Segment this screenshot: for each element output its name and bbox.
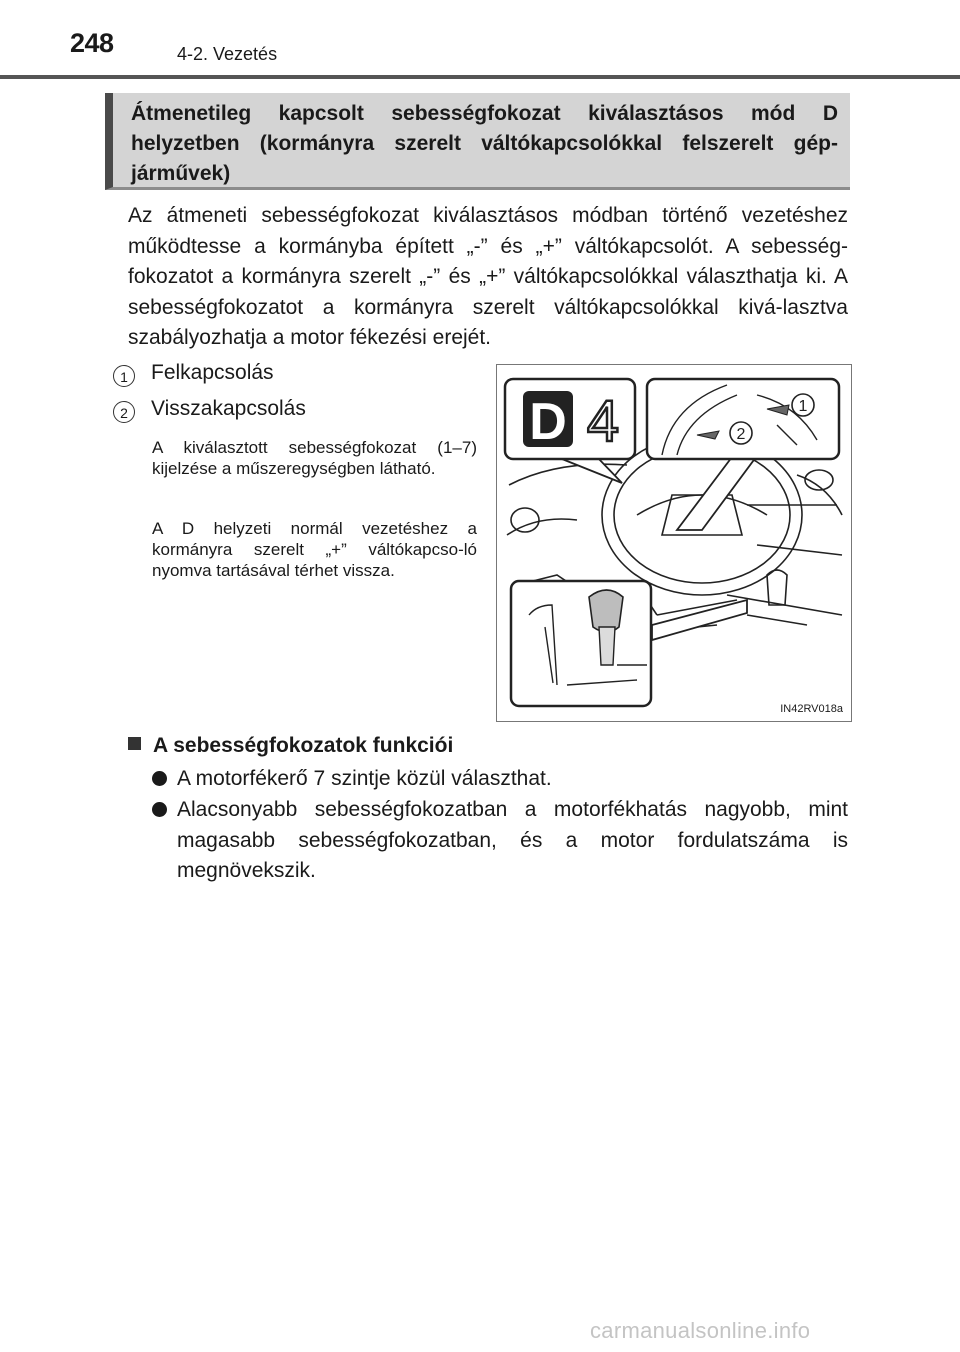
list-item-text: A motorfékerő 7 szintje közül választhat. [177,767,552,790]
step-downshift [113,397,306,424]
watermark: carmanualsonline.info [590,1318,811,1343]
list-item [152,795,848,887]
square-bullet-icon [128,737,141,750]
section-title: Átmenetileg kapcsolt sebességfokozat kiválasztásos mód D helyzetben (kormányra szerelt váltókapcsolókkal felszerelt gép-járművek) [131,102,838,185]
intro-paragraph: Az átmeneti sebességfokozat kiválasztásos módban történő vezetéshez működtesse a kormányba épített „-” és „+” váltókapcsolót. A sebesség-fokozatot a kormányra szerelt „-” és „+” váltókapcsolókkal választhatja ki. A sebességfokozatot a kormányra szerelt váltókapcsolókkal kivá-lasztva szabályozhatja a motor fékezési erejét. [128,204,848,349]
bullet-dot-icon [152,802,167,817]
page-number: 248 [70,28,114,58]
section-title-box [105,93,850,190]
step-number-1: 1 [113,365,135,387]
list-item-text: Alacsonyabb sebességfokozatban a motorfékhatás nagyobb, mint magasabb sebességfokozatban, és a motor fordulatszáma is megnövekszik. [177,798,848,882]
note-gear-display: A kiválasztott sebességfokozat (1–7) kijelzése a műszeregységben látható. [152,438,477,478]
step-label-upshift: Felkapcsolás [151,361,274,384]
step-upshift [113,361,274,388]
step-label-downshift: Visszakapcsolás [151,397,306,420]
figure-code: IN42RV018a [780,703,843,715]
note-return-to-d: A D helyzeti normál vezetéshez a kormányra szerelt „+” váltókapcso-ló nyomva tartásával térhet vissza. [152,519,477,580]
list-item [152,764,848,795]
header-divider [0,75,960,79]
display-gear-number: 4 [586,389,620,454]
subsection-heading-text: A sebességfokozatok funkciói [153,734,454,757]
illustration-drawing [497,365,850,720]
display-gear-letter: D [529,393,567,451]
subsection-heading [128,734,453,758]
callout-upshift: 1 [798,398,808,415]
callout-downshift: 2 [736,426,746,443]
bullet-dot-icon [152,771,167,786]
section-label: 4-2. Vezetés [177,44,278,64]
step-number-2: 2 [113,401,135,423]
shift-paddle-illustration [496,364,852,722]
